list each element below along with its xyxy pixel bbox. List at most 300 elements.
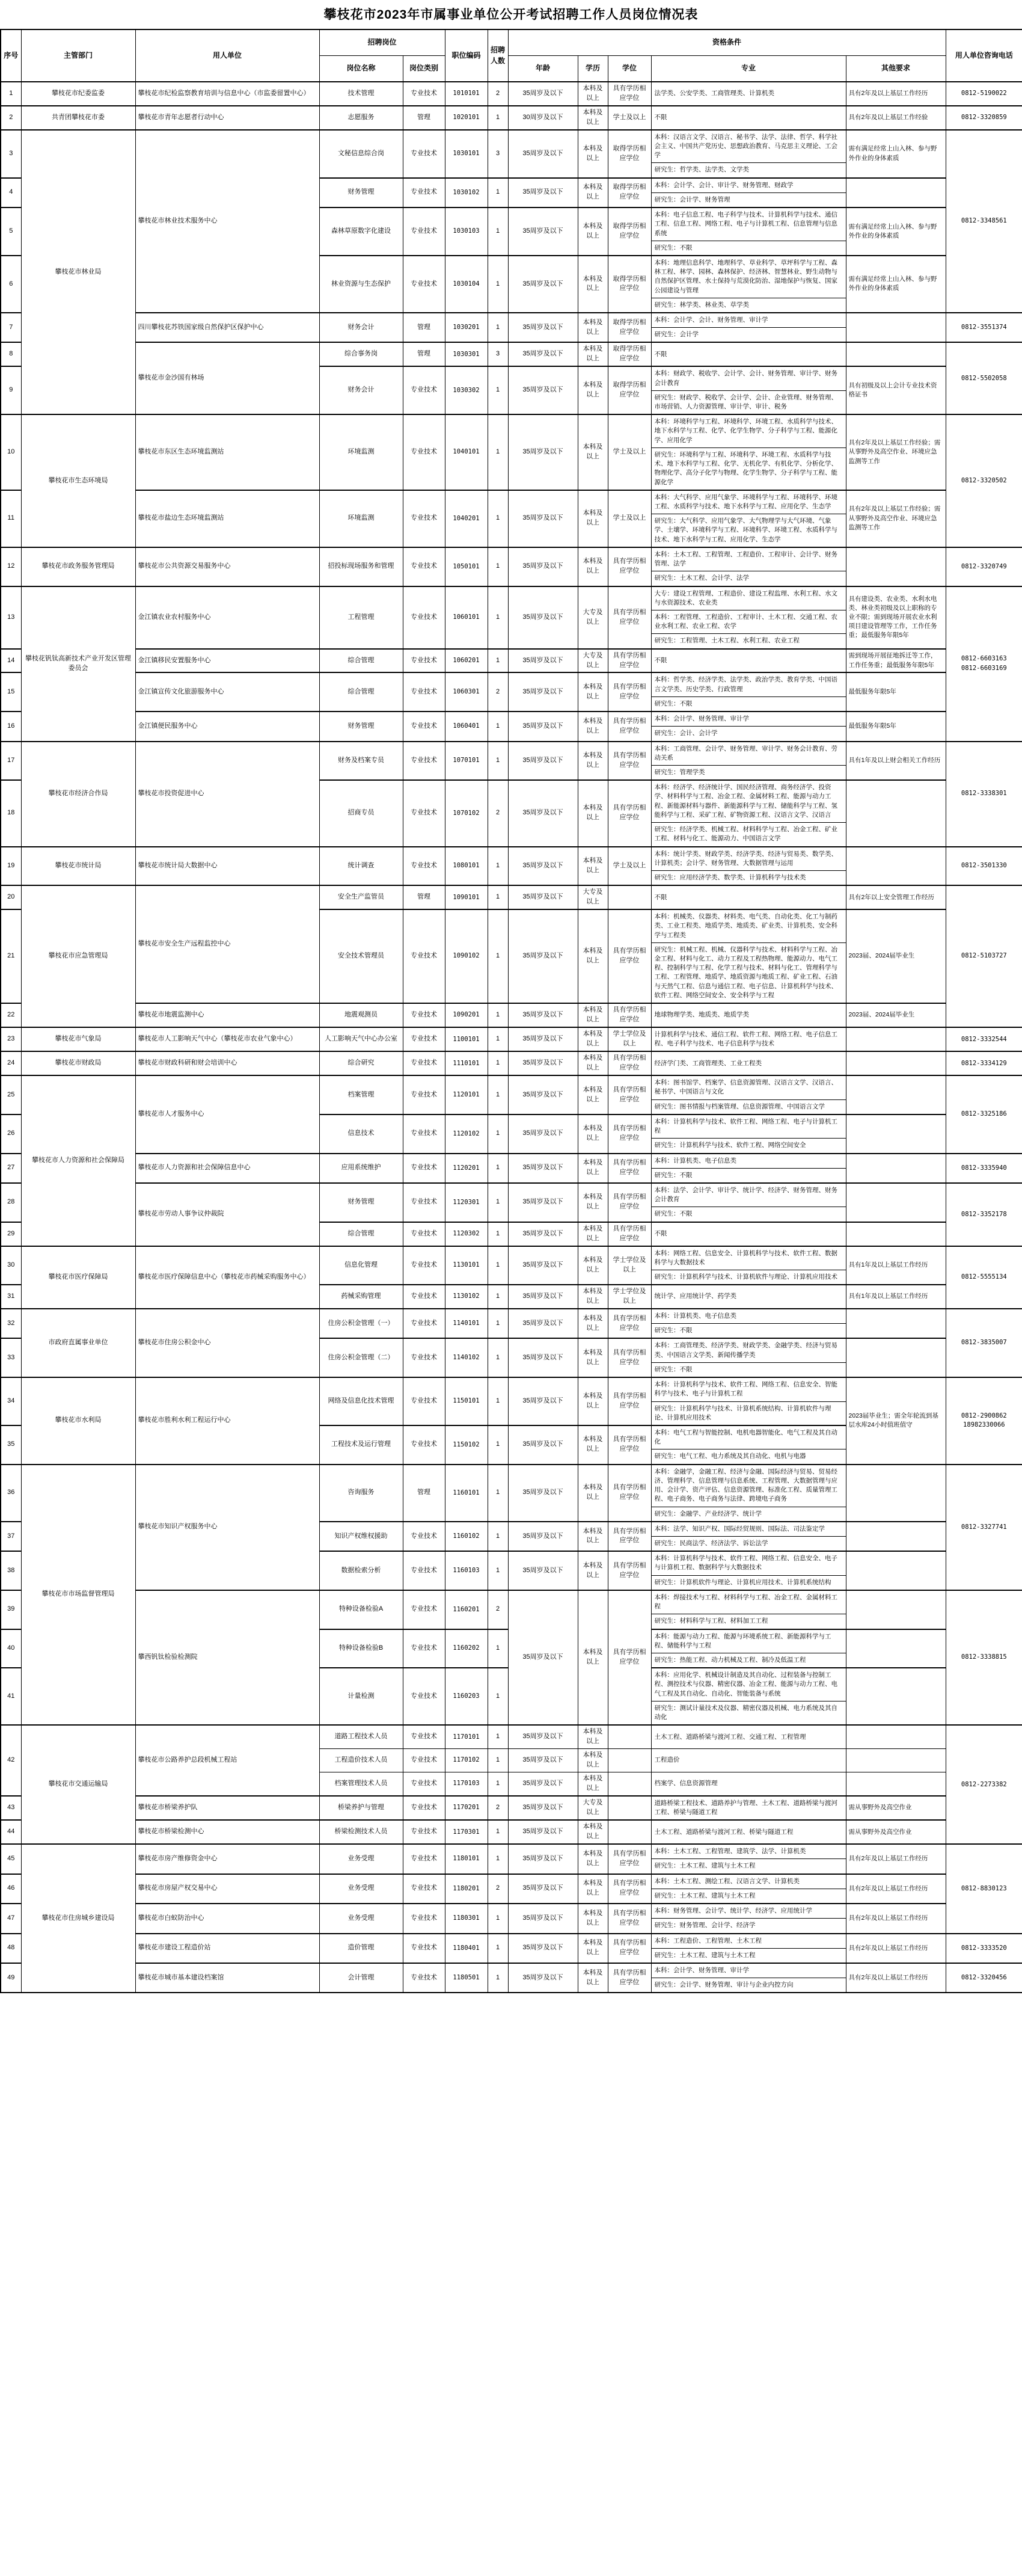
- major-line: 本科：计算机科学与技术、软件工程、网络工程、信息安全、智能科学与技术、电子与计算机工程: [654, 1381, 838, 1398]
- cell-other: 具有初级及以上会计专业技术资格证书: [846, 366, 946, 414]
- major-line: 本科：电气工程与智能控制、电机电器智能化、电气工程及其自动化: [654, 1429, 838, 1446]
- major-line: 本科：能源与动力工程、能源与环境系统工程、新能源科学与工程、储能科学与工程: [654, 1632, 831, 1649]
- cell-name: 财务管理: [319, 712, 403, 741]
- cell-phone: 0812-3320859: [946, 106, 1022, 130]
- cell-code: 1070101: [445, 742, 488, 781]
- cell-degree: 具有学历相应学位: [608, 1183, 651, 1222]
- cell-degree: 具有学历相应学位: [608, 1309, 651, 1338]
- cell-age: 35周岁及以下: [508, 1425, 578, 1465]
- cell-code: 1130102: [445, 1285, 488, 1309]
- cell-code: 1170101: [445, 1725, 488, 1748]
- major-line: 本科：大气科学、应用气象学、环境科学与工程、环境科学、环境工程、水质科学与技术、地下水科学与工程、应用化学、生态学: [654, 493, 838, 510]
- major-line: 土木工程、道路桥梁与渡河工程、桥梁与隧道工程: [654, 1828, 794, 1836]
- cell-name: 咨询服务: [319, 1465, 403, 1522]
- cell-edu: 本科及以上: [578, 1551, 608, 1590]
- cell-major: [651, 885, 846, 909]
- cell-code: 1030301: [445, 342, 488, 366]
- cell-code: 1140101: [445, 1309, 488, 1338]
- cell-edu: 本科及以上: [578, 1590, 608, 1725]
- cell-name: 招商专员: [319, 780, 403, 846]
- cell-edu: 本科及以上: [578, 1154, 608, 1183]
- cell-emp: 攀枝花市建设工程造价站: [135, 1934, 319, 1963]
- cell-degree: 取得学历相应学位: [608, 366, 651, 414]
- cell-num: 1: [488, 1309, 508, 1338]
- cell-type: 管理: [403, 885, 445, 909]
- major-line: 本科：财政学、税收学、会计学、会计、财务管理、审计学、财务会计教育: [654, 370, 838, 387]
- cell-other: 2023届毕业生；需全年轮流到基层水库24小时值班值守: [846, 1377, 946, 1465]
- cell-type: 专业技术: [403, 712, 445, 741]
- cell-name: 业务受理: [319, 1904, 403, 1933]
- cell-type: 专业技术: [403, 1844, 445, 1874]
- cell-type: 专业技术: [403, 1222, 445, 1246]
- cell-name: 森林草原数字化建设: [319, 207, 403, 256]
- cell-other: [846, 178, 946, 207]
- table-row: [1, 1027, 1022, 1051]
- cell-num: 2: [488, 672, 508, 712]
- cell-edu: 本科及以上: [578, 1003, 608, 1027]
- cell-age: 35周岁及以下: [508, 649, 578, 673]
- table-row: [1, 1465, 1022, 1522]
- cell-other: [846, 313, 946, 342]
- cell-code: 1160202: [445, 1629, 488, 1668]
- table-row: [1, 847, 1022, 886]
- cell-edu: 本科及以上: [578, 414, 608, 490]
- cell-num: 1: [488, 1338, 508, 1377]
- cell-major: [651, 1154, 846, 1183]
- cell-dept: 攀枝花市财政局: [21, 1051, 135, 1075]
- major-line: 本科：计算机类、电子信息类: [654, 1157, 737, 1164]
- cell-type: 专业技术: [403, 178, 445, 207]
- cell-seq: 7: [1, 313, 21, 342]
- cell-edu: 本科及以上: [578, 780, 608, 846]
- cell-emp: 攀枝花市医疗保障信息中心（攀枝花市药械采购服务中心）: [135, 1246, 319, 1309]
- major-line: 研究生：大气科学、应用气象学、大气物理学与大气环境、气象学、土壤学、环境科学与工程、环境科学、环境工程、水质科学与技术、地下水科学与工程、应用化学、生态学: [652, 514, 846, 547]
- cell-type: 专业技术: [403, 1820, 445, 1844]
- table-row: [1, 547, 1022, 586]
- cell-major: [651, 1772, 846, 1796]
- header-degree: 学位: [608, 56, 651, 82]
- cell-dept: 攀枝花市水利局: [21, 1377, 135, 1465]
- table-row: [1, 1963, 1022, 1993]
- cell-other: [846, 1114, 946, 1154]
- cell-code: 1180101: [445, 1844, 488, 1874]
- cell-phone: 0812-5103727: [946, 885, 1022, 1027]
- cell-code: 1050101: [445, 547, 488, 586]
- page-title: 攀枝花市2023年市属事业单位公开考试招聘工作人员岗位情况表: [323, 8, 699, 22]
- cell-seq: 33: [1, 1338, 21, 1377]
- cell-other: 需有满足经常上山入林、参与野外作业的身体素质: [846, 256, 946, 313]
- major-line: 研究生：不限: [652, 1168, 846, 1182]
- major-line: 研究生：哲学类、法学类、文学类: [652, 162, 846, 177]
- cell-num: 1: [488, 207, 508, 256]
- cell-degree: 学士学位及以上: [608, 1027, 651, 1051]
- major-line: 研究生：不限: [652, 1323, 846, 1338]
- cell-phone: 0812-5502058: [946, 342, 1022, 414]
- cell-major: [651, 586, 846, 649]
- major-line: 本科：法学、会计学、审计学、统计学、经济学、财务管理、财务会计教育: [654, 1186, 838, 1203]
- cell-code: 1090102: [445, 909, 488, 1003]
- cell-phone: [946, 1377, 1022, 1465]
- cell-emp: 攀枝花市人工影响天气中心（攀枝花市农业气象中心）: [135, 1027, 319, 1051]
- cell-code: 1060401: [445, 712, 488, 741]
- cell-degree: [608, 1796, 651, 1820]
- cell-num: 1: [488, 1114, 508, 1154]
- table-row: [1, 1003, 1022, 1027]
- cell-age: 35周岁及以下: [508, 742, 578, 781]
- cell-phone: 0812-3338815: [946, 1590, 1022, 1725]
- major-line: 研究生：不限: [652, 241, 846, 255]
- cell-other: 具有2年及以上基层工作经历: [846, 1874, 946, 1904]
- major-line: 本科：金融学，金融工程、经济与金融、国际经济与贸易、贸易经济、管理科学、信息管理与信息系统、工程管理、大数据管理与应用、会计学、资产评估、信息资源管理、标准化工程、质量管理工程、电子商务、电子商务与法律、跨境电子商务: [654, 1468, 838, 1503]
- cell-major: [651, 847, 846, 886]
- cell-name: 信息化管理: [319, 1246, 403, 1285]
- phone-line: 0812-2900862: [961, 1412, 1007, 1420]
- cell-major: [651, 1183, 846, 1222]
- cell-name: 数据检索分析: [319, 1551, 403, 1590]
- cell-age: 35周岁及以下: [508, 82, 578, 106]
- cell-num: 1: [488, 1027, 508, 1051]
- cell-degree: 具有学历相应学位: [608, 1874, 651, 1904]
- cell-name: 环境监测: [319, 490, 403, 547]
- cell-type: 管理: [403, 313, 445, 342]
- cell-name: 综合管理: [319, 1222, 403, 1246]
- major-line: 研究生：材料科学与工程、材料加工工程: [652, 1614, 846, 1628]
- cell-degree: [608, 1725, 651, 1748]
- cell-name: 桥梁养护与管理: [319, 1796, 403, 1820]
- cell-major: [651, 82, 846, 106]
- cell-age: 35周岁及以下: [508, 780, 578, 846]
- header-major: 专业: [651, 56, 846, 82]
- cell-dept: 共青团攀枝花市委: [21, 106, 135, 130]
- cell-age: 35周岁及以下: [508, 1027, 578, 1051]
- cell-major: [651, 1629, 846, 1668]
- cell-degree: 具有学历相应学位: [608, 1934, 651, 1963]
- cell-major: [651, 178, 846, 207]
- cell-code: 1030102: [445, 178, 488, 207]
- cell-code: 1090201: [445, 1003, 488, 1027]
- cell-name: 计量检测: [319, 1668, 403, 1725]
- cell-name: 综合管理: [319, 649, 403, 673]
- major-line: 本科：土木工程、测绘工程、汉语言文学、计算机类: [654, 1877, 800, 1885]
- cell-num: 3: [488, 342, 508, 366]
- cell-emp: 攀枝花市人才服务中心: [135, 1075, 319, 1153]
- major-line: 研究生：应用经济学类、数学类、计算机科学与技术类: [652, 870, 846, 885]
- major-line: 研究生：经济学类、机械工程、材料科学与工程、冶金工程、矿业工程、材料与化工、能源动力、中国语言文学: [652, 822, 846, 846]
- cell-major: [651, 1338, 846, 1377]
- cell-other: [846, 1051, 946, 1075]
- cell-num: 1: [488, 1725, 508, 1748]
- header-employer: 用人单位: [135, 29, 319, 82]
- cell-dept: 攀枝花市交通运输局: [21, 1725, 135, 1844]
- cell-emp: 金江镇宣传文化旅游服务中心: [135, 672, 319, 712]
- major-line: 研究生：计算机科学与技术、软件工程、网络空间安全: [652, 1138, 846, 1152]
- cell-major: [651, 1725, 846, 1748]
- major-line: 地球物理学类、地质类、地质学类: [654, 1011, 750, 1019]
- cell-major: [651, 106, 846, 130]
- cell-major: [651, 1222, 846, 1246]
- cell-age: 35周岁及以下: [508, 256, 578, 313]
- cell-seq: 17: [1, 742, 21, 781]
- table-row: [1, 1309, 1022, 1338]
- cell-num: 1: [488, 885, 508, 909]
- cell-code: 1060301: [445, 672, 488, 712]
- cell-dept: 攀枝花市医疗保障局: [21, 1246, 135, 1309]
- cell-age: 35周岁及以下: [508, 1338, 578, 1377]
- cell-phone: 0812-3501330: [946, 847, 1022, 886]
- cell-name: 安全生产监管员: [319, 885, 403, 909]
- cell-phone: 0812-3338301: [946, 742, 1022, 847]
- cell-degree: 具有学历相应学位: [608, 712, 651, 741]
- cell-type: 专业技术: [403, 909, 445, 1003]
- cell-edu: 本科及以上: [578, 256, 608, 313]
- major-line: 本科：计算机科学与技术、软件工程、网络工程、信息安全、电子与计算机工程、数据科学与大数据技术: [654, 1555, 838, 1572]
- cell-seq: 12: [1, 547, 21, 586]
- cell-seq: 43: [1, 1796, 21, 1820]
- cell-major: [651, 313, 846, 342]
- cell-age: 35周岁及以下: [508, 1154, 578, 1183]
- cell-other: 需有满足经常上山入林、参与野外作业的身体素质: [846, 130, 946, 178]
- cell-seq: 44: [1, 1820, 21, 1844]
- cell-degree: 具有学历相应学位: [608, 1377, 651, 1425]
- cell-name: 住房公积金管理（二）: [319, 1338, 403, 1377]
- cell-type: 专业技术: [403, 1796, 445, 1820]
- cell-edu: 本科及以上: [578, 847, 608, 886]
- cell-seq: 18: [1, 780, 21, 846]
- cell-seq: 39: [1, 1590, 21, 1629]
- cell-code: 1030101: [445, 130, 488, 178]
- cell-age: 35周岁及以下: [508, 414, 578, 490]
- cell-other: [846, 1749, 946, 1772]
- cell-seq: 19: [1, 847, 21, 886]
- cell-major: [651, 490, 846, 547]
- cell-seq: 49: [1, 1963, 21, 1993]
- cell-num: 1: [488, 1425, 508, 1465]
- cell-phone: 0812-3332544: [946, 1027, 1022, 1051]
- cell-major: [651, 1820, 846, 1844]
- cell-name: 综合事务岗: [319, 342, 403, 366]
- cell-age: 35周岁及以下: [508, 672, 578, 712]
- cell-name: 档案管理: [319, 1075, 403, 1114]
- cell-seq: 30: [1, 1246, 21, 1285]
- cell-edu: 本科及以上: [578, 490, 608, 547]
- cell-major: [651, 1668, 846, 1725]
- major-line: 研究生：会计学: [652, 327, 846, 342]
- cell-code: 1030201: [445, 313, 488, 342]
- cell-code: 1080101: [445, 847, 488, 886]
- cell-name: 统计调查: [319, 847, 403, 886]
- cell-num: 1: [488, 1285, 508, 1309]
- major-line: 研究生：不限: [652, 696, 846, 711]
- cell-age: 35周岁及以下: [508, 847, 578, 886]
- cell-edu: 本科及以上: [578, 1425, 608, 1465]
- cell-other: 具有2年及以上基层工作经验: [846, 106, 946, 130]
- cell-major: [651, 1749, 846, 1772]
- cell-type: 专业技术: [403, 82, 445, 106]
- cell-major: [651, 1075, 846, 1114]
- cell-major: [651, 1309, 846, 1338]
- cell-code: 1140102: [445, 1338, 488, 1377]
- cell-edu: 本科及以上: [578, 909, 608, 1003]
- cell-type: 专业技术: [403, 1114, 445, 1154]
- cell-other: [846, 1772, 946, 1796]
- cell-type: 专业技术: [403, 847, 445, 886]
- major-line: 研究生：会计、会计学: [652, 726, 846, 740]
- cell-num: 1: [488, 1051, 508, 1075]
- cell-type: 专业技术: [403, 1963, 445, 1993]
- cell-edu: 本科及以上: [578, 178, 608, 207]
- cell-other: 具有1年及以上财会相关工作经历: [846, 742, 946, 781]
- cell-other: [846, 1590, 946, 1629]
- table-row: [1, 106, 1022, 130]
- cell-dept: 攀枝花市纪委监委: [21, 82, 135, 106]
- cell-type: 专业技术: [403, 1551, 445, 1590]
- cell-other: [846, 780, 946, 846]
- cell-age: 35周岁及以下: [508, 1051, 578, 1075]
- cell-num: 1: [488, 1522, 508, 1551]
- major-line: 本科：会计学、会计、审计学、财务管理、财政学: [654, 181, 794, 189]
- cell-type: 专业技术: [403, 1904, 445, 1933]
- cell-major: [651, 1246, 846, 1285]
- cell-num: 1: [488, 178, 508, 207]
- cell-num: 1: [488, 1772, 508, 1796]
- cell-code: 1060201: [445, 649, 488, 673]
- cell-type: 专业技术: [403, 586, 445, 649]
- cell-degree: [608, 885, 651, 909]
- cell-dept: 攀枝花市应急管理局: [21, 885, 135, 1027]
- cell-type: 专业技术: [403, 1154, 445, 1183]
- table-row: [1, 1725, 1022, 1748]
- cell-degree: 学士及以上: [608, 414, 651, 490]
- major-line: 本科：会计学、财务管理、审计学: [654, 1966, 750, 1974]
- table-row: [1, 1934, 1022, 1963]
- cell-edu: 大专及以上: [578, 586, 608, 649]
- cell-name: 招投标现场服务和管理: [319, 547, 403, 586]
- major-line: 本科：哲学类、经济学类、法学类、政治学类、教育学类、中国语言文学类、历史学类、行政管理: [654, 676, 838, 693]
- cell-code: 1160101: [445, 1465, 488, 1522]
- major-line: 本科：会计学、会计、财务管理、审计学: [654, 316, 768, 324]
- header-num: 招聘人数: [488, 29, 508, 82]
- cell-age: 35周岁及以下: [508, 586, 578, 649]
- major-line: 研究生：电气工程、电力系统及其自动化、电机与电器: [652, 1449, 846, 1463]
- header-seq: 序号: [1, 29, 21, 82]
- cell-age: 35周岁及以下: [508, 1874, 578, 1904]
- cell-age: 35周岁及以下: [508, 366, 578, 414]
- cell-phone: 0812-5190022: [946, 82, 1022, 106]
- cell-code: 1010101: [445, 82, 488, 106]
- cell-degree: 具有学历相应学位: [608, 1222, 651, 1246]
- major-line: 本科：工程造价、工程管理、土木工程: [654, 1937, 762, 1944]
- cell-name: 林业资源与生态保护: [319, 256, 403, 313]
- cell-name: 应用系统维护: [319, 1154, 403, 1183]
- cell-major: [651, 1425, 846, 1465]
- positions-table: [0, 29, 1022, 1993]
- cell-phone: 0812-8830123: [946, 1844, 1022, 1933]
- major-line: 档案学、信息资源管理: [654, 1780, 718, 1788]
- cell-seq: 32: [1, 1309, 21, 1338]
- cell-code: 1150101: [445, 1377, 488, 1425]
- cell-degree: 具有学历相应学位: [608, 1338, 651, 1377]
- cell-code: 1160103: [445, 1551, 488, 1590]
- cell-type: 专业技术: [403, 1590, 445, 1629]
- cell-phone: 0812-3325186: [946, 1075, 1022, 1153]
- cell-emp: 攀枝花市财政科研和财会培训中心: [135, 1051, 319, 1075]
- cell-other: 具有2年及以上基层工作经历: [846, 1934, 946, 1963]
- cell-type: 专业技术: [403, 1874, 445, 1904]
- cell-num: 1: [488, 742, 508, 781]
- major-line: 统计学、应用统计学、药学类: [654, 1293, 737, 1300]
- major-line: 研究生：林学类、林业类、草学类: [652, 298, 846, 312]
- cell-code: 1180401: [445, 1934, 488, 1963]
- cell-age: 35周岁及以下: [508, 342, 578, 366]
- cell-phone: 0812-3320502: [946, 414, 1022, 547]
- table-row: [1, 586, 1022, 649]
- cell-seq: 15: [1, 672, 21, 712]
- cell-phone: 0812-2273382: [946, 1725, 1022, 1844]
- cell-seq: 40: [1, 1629, 21, 1668]
- cell-emp: 攀枝花市房屋产权交易中心: [135, 1874, 319, 1904]
- cell-type: 专业技术: [403, 1075, 445, 1114]
- cell-emp: 攀枝花市公路养护总段机械工程站: [135, 1725, 319, 1796]
- cell-seq: 13: [1, 586, 21, 649]
- cell-other: [846, 1725, 946, 1748]
- cell-num: 1: [488, 712, 508, 741]
- cell-code: 1120201: [445, 1154, 488, 1183]
- cell-num: 1: [488, 1154, 508, 1183]
- cell-code: 1030103: [445, 207, 488, 256]
- cell-major: [651, 207, 846, 256]
- cell-num: 1: [488, 1222, 508, 1246]
- major-line: 不限: [654, 350, 667, 358]
- cell-degree: 具有学历相应学位: [608, 82, 651, 106]
- cell-code: 1160102: [445, 1522, 488, 1551]
- major-line: 研究生：不限: [652, 1362, 846, 1377]
- cell-name: 造价管理: [319, 1934, 403, 1963]
- cell-degree: 具有学历相应学位: [608, 547, 651, 586]
- cell-other: [846, 1522, 946, 1551]
- cell-degree: 学士及以上: [608, 106, 651, 130]
- cell-edu: 本科及以上: [578, 1725, 608, 1748]
- cell-type: 专业技术: [403, 130, 445, 178]
- cell-other: 需有满足经常上山入林、参与野外作业的身体素质: [846, 207, 946, 256]
- cell-edu: 本科及以上: [578, 547, 608, 586]
- cell-dept: 攀枝花市人力资源和社会保障局: [21, 1075, 135, 1246]
- cell-degree: 具有学历相应学位: [608, 1904, 651, 1933]
- cell-num: 1: [488, 1904, 508, 1933]
- cell-name: 人工影响天气中心办公室: [319, 1027, 403, 1051]
- cell-other: 具有1年及以上基层工作经历: [846, 1285, 946, 1309]
- major-line: 本科：工商管理类、经济学类、财政学类、金融学类、经济与贸易类、中国语言文学类、新闻传播学类: [654, 1342, 838, 1359]
- cell-other: 2023届、2024届毕业生: [846, 1003, 946, 1027]
- cell-num: 2: [488, 82, 508, 106]
- cell-major: [651, 1963, 846, 1993]
- cell-code: 1120101: [445, 1075, 488, 1114]
- cell-edu: 本科及以上: [578, 1749, 608, 1772]
- cell-edu: 本科及以上: [578, 207, 608, 256]
- cell-type: 专业技术: [403, 1522, 445, 1551]
- cell-major: [651, 1285, 846, 1309]
- cell-edu: 本科及以上: [578, 106, 608, 130]
- cell-major: [651, 256, 846, 313]
- cell-seq: 3: [1, 130, 21, 178]
- cell-dept: 攀枝花市政务服务管理局: [21, 547, 135, 586]
- cell-degree: 具有学历相应学位: [608, 1963, 651, 1993]
- major-line: 研究生：环境科学与工程、环境科学、环境工程、水质科学与技术、地下水科学与工程、化学、无机化学、有机化学、分析化学、物理化学、高分子化学与物理、化学生物学、分子科学与工程、能源化学: [652, 447, 846, 490]
- cell-code: 1120102: [445, 1114, 488, 1154]
- cell-major: [651, 1051, 846, 1075]
- cell-seq: 24: [1, 1051, 21, 1075]
- major-line: 研究生：土木工程、会计学、法学: [652, 571, 846, 585]
- cell-edu: 本科及以上: [578, 1051, 608, 1075]
